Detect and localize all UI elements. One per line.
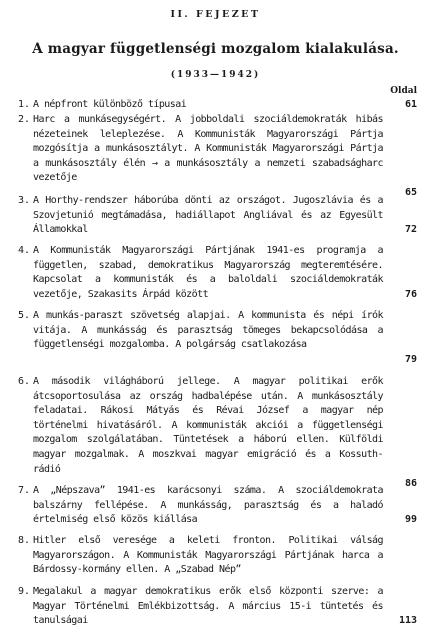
toc-entry-page: 86 xyxy=(404,478,417,489)
toc-entry-page: 72 xyxy=(404,224,417,235)
toc-entry-text: A második világháború jellege. A magyar politikai erők átcsoportosulása az ország hadbalépése után. A munkásosztály feladatai. Rákosi Mátyás és Révai József a magyar nép történelmi hivatásáról. A kommunisták akciói a függetlenségi mozgalom szolgálatában. Tüntetések a háború ellen. Külföldi magyar mozgalmak. A moszkvai magyar emigráció és a Kossuth-rádió xyxy=(33,376,383,475)
toc-entry-number: 6. xyxy=(18,376,31,387)
chapter-years: (1933—1942) xyxy=(170,70,261,80)
toc-entry-page: 99 xyxy=(404,514,417,525)
page-column-label: Oldal xyxy=(390,86,417,96)
toc-entry-number: 2. xyxy=(18,114,31,125)
toc-entry-number: 9. xyxy=(18,586,31,597)
toc-entry-text: Megalakul a magyar demokratikus erők első központi szerve: a Magyar Történelmi Emlékbizottság. A március 15-i tüntetés és tanulságai xyxy=(33,586,383,627)
toc-entry-page: 113 xyxy=(398,615,417,626)
toc-entry-text: A munkás-paraszt szövetség alapjai. A kommunista és népi írók vitája. A munkásság és parasztság tömeges bekapcsolódása a függetlenségi mozgalomba. A polgárság csatlakozása xyxy=(33,310,383,351)
toc-entry-text: A Horthy-rendszer háborúba dönti az országot. Jugoszlávia és a Szovjetunió megtámadása, hadiállapot Angliával és az Egyesült Államokkal xyxy=(33,195,383,236)
toc-entry-number: 4. xyxy=(18,245,31,256)
toc-entry-text: Harc a munkásegységért. A jobboldali szociáldemokraták hibás nézeteinek leleplezése. A Kommunisták Magyarországi Pártja mozgósítja a munkásosztályt. A Kommunisták Magyarországi Pártja a munkásosztály élén → a munkásosztály a nemzeti szabadságharc vezetője xyxy=(33,114,383,184)
toc-entry-text: A népfront különböző típusai xyxy=(33,99,187,110)
toc-entry-page: 61 xyxy=(404,99,417,110)
toc-entry-number: 5. xyxy=(18,310,31,321)
toc-entry-number: 3. xyxy=(18,195,31,206)
toc-entry-page: 79 xyxy=(404,354,417,365)
toc-entry-text: A „Népszava” 1941-es karácsonyi száma. A szociáldemokrata balszárny fellépése. A munkásság, parasztság és a haladó értelmiség első közös kiállása xyxy=(33,485,383,526)
toc-entry-text: A Kommunisták Magyarországi Pártjának 1941-es programja a független, szabad, demokratikus Magyarország megteremtésére. Kapcsolat a kommunisták és a baloldali szociáldemokraták vezetője, Szakasits Árpád között xyxy=(33,245,383,300)
toc-entry-page: 76 xyxy=(404,289,417,300)
chapter-heading: II. FEJEZET xyxy=(170,9,261,20)
toc-entry-number: 7. xyxy=(18,485,31,496)
toc-entry-page: 65 xyxy=(404,187,417,198)
toc-entry-number: 8. xyxy=(18,535,31,546)
chapter-title: A magyar függetlenségi mozgalom kialakulása. xyxy=(32,41,399,57)
toc-entry-text: Hitler első veresége a keleti fronton. Politikai válság Magyarországon. A Kommunisták Magyarországi Pártjának harca a Bárdossy-kormány ellen. A „Szabad Nép” xyxy=(33,535,383,576)
toc-entry-number: 1. xyxy=(18,99,31,110)
